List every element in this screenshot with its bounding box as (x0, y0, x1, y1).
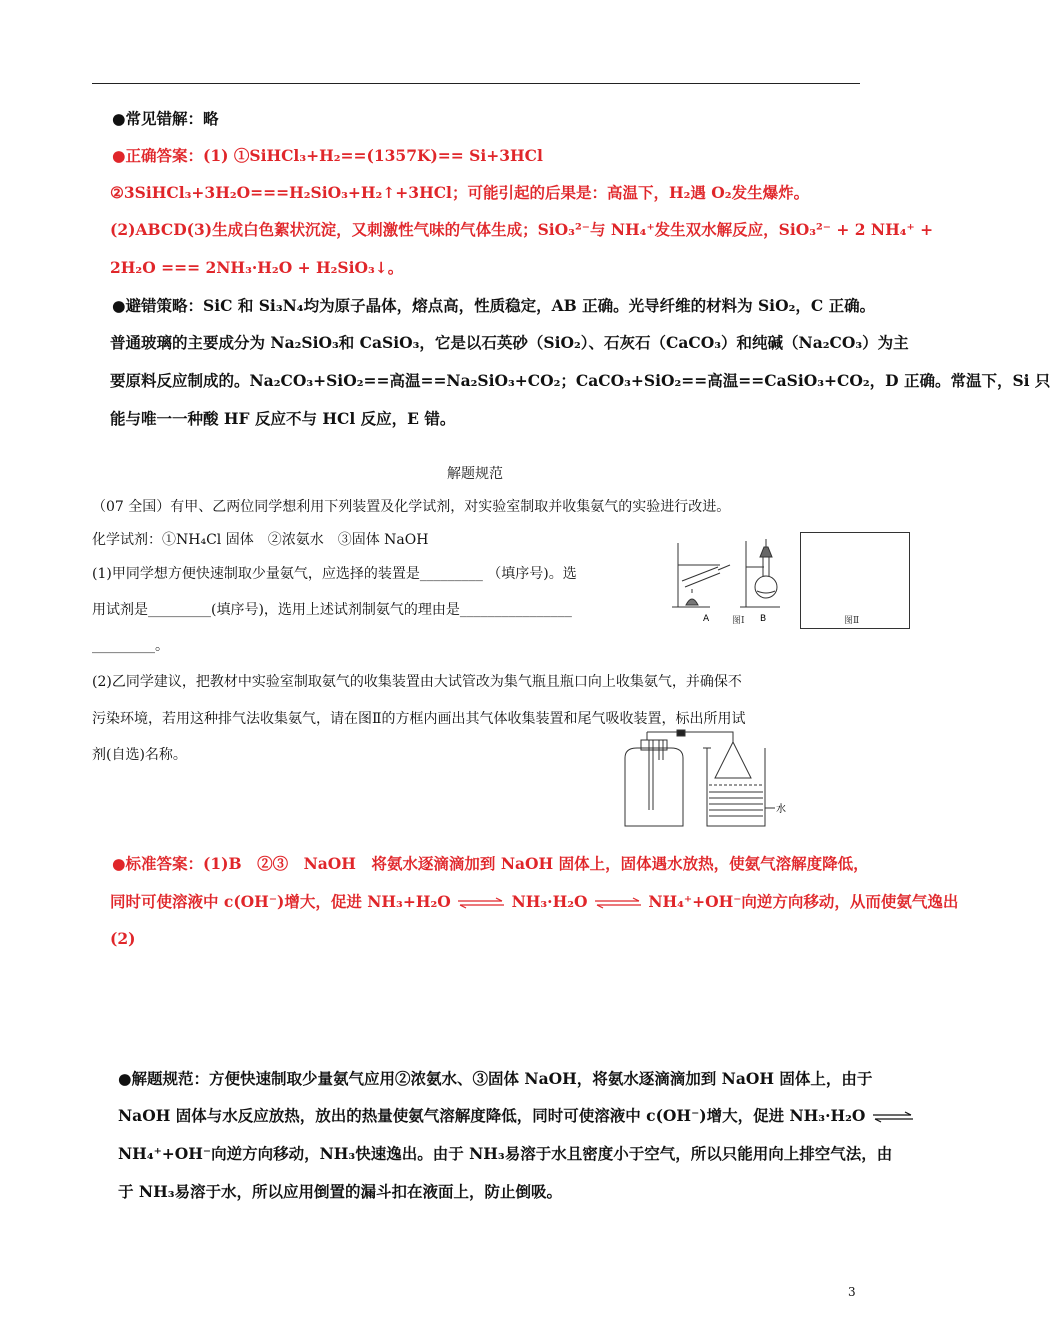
strategy-line-2: 普通玻璃的主要成分为 Na₂SiO₃和 CaSiO₃，它是以石英砂（SiO₂）、石灰石（CaCO₃）和纯碱（Na₂CO₃）为主 (110, 333, 909, 352)
reversible-arrow-icon (456, 898, 506, 908)
strategy-line-3: 要原料反应制成的。Na₂CO₃+SiO₂==高温==Na₂SiO₃+CO₂；CaCO₃+SiO₂==高温==CaSiO₃+CO₂，D 正确。常温下，Si 只 (110, 371, 1050, 390)
question-intro: （07 全国）有甲、乙两位同学想利用下列装置及化学试剂，对实验室制取并收集氨气的实验进行改进。 (92, 499, 731, 515)
fig1-label-b: B (760, 614, 767, 624)
norm-line-2-text: NaOH 固体与水反应放热，放出的热量使氨气溶解度降低，同时可使溶液中 c(OH⁻)增大，促进 NH₃·H₂O (118, 1106, 866, 1125)
solution-norm-line-2 (118, 1097, 915, 1134)
reagents-line: 化学试剂：①NH₄Cl 固体 ②浓氨水 ③固体 NaOH (92, 532, 429, 548)
standard-answer-line-3: (2) (110, 929, 136, 948)
fig1-label-a: A (703, 614, 710, 624)
answer-line-2: ②3SiHCl₃+3H₂O===H₂SiO₃+H₂↑+3HCl；可能引起的后果是：高温下，H₂遇 O₂发生爆炸。 (110, 183, 810, 202)
fig1-caption: 图Ⅰ (732, 616, 745, 626)
answer-line-4: 2H₂O === 2NH₃·H₂O + H₂SiO₃↓。 (110, 258, 404, 277)
fig2-caption: 图Ⅱ (844, 616, 860, 626)
std-line-2-part-b: NH₃·H₂O (511, 892, 588, 911)
gas-collection-diagram (615, 730, 790, 832)
solution-norm-line-1: ●解题规范：方便快速制取少量氨气应用②浓氨水、③固体 NaOH，将氨水逐滴滴加到 NaOH 固体上，由于 (118, 1069, 873, 1088)
q1-line-2: 用试剂是_________(填序号)，选用上述试剂制氨气的理由是________________ (92, 602, 572, 618)
section-title: 解题规范 (447, 466, 503, 482)
q2-line-2: 污染环境，若用这种排气法收集氨气，请在图Ⅱ的方框内画出其气体收集装置和尾气吸收装置，标出所用试 (92, 711, 746, 727)
std-line-2-part-a: 同时可使溶液中 c(OH⁻)增大，促进 NH₃+H₂O (110, 892, 451, 911)
solution-norm-line-4: 于 NH₃易溶于水，所以应用倒置的漏斗扣在液面上，防止倒吸。 (118, 1182, 562, 1201)
page-number: 3 (848, 1285, 856, 1299)
header-rule (92, 83, 860, 84)
q1-line-3: _________。 (92, 638, 169, 654)
answer-line-3: (2)ABCD(3)生成白色絮状沉淀，又刺激性气味的气体生成；SiO₃²⁻与 NH₄⁺发生双水解反应，SiO₃²⁻ + 2 NH₄⁺ + (110, 220, 934, 239)
apparatus-figure-1 (668, 535, 793, 630)
reversible-arrow-icon (871, 1112, 915, 1122)
water-label: 水 (776, 804, 786, 815)
strategy-line-1: ●避错策略：SiC 和 Si₃N₄均为原子晶体，熔点高，性质稳定，AB 正确。光导纤维的材料为 SiO₂，C 正确。 (112, 296, 876, 315)
standard-answer-line-2 (110, 883, 958, 920)
strategy-line-4: 能与唯一一种酸 HF 反应不与 HCl 反应，E 错。 (110, 409, 456, 428)
q2-line-1: (2)乙同学建议，把教材中实验室制取氨气的收集装置由大试管改为集气瓶且瓶口向上收集氨气，并确保不 (92, 674, 742, 690)
q2-line-3: 剂(自选)名称。 (92, 747, 187, 763)
solution-norm-line-3: NH₄⁺+OH⁻向逆方向移动，NH₃快速逸出。由于 NH₃易溶于水且密度小于空气，所以只能用向上排空气法，由 (118, 1144, 893, 1163)
reversible-arrow-icon (593, 898, 643, 908)
q1-line-1: (1)甲同学想方便快速制取少量氨气，应选择的装置是_________ （填序号)。选 (92, 566, 577, 582)
answer-line-1: ●正确答案：(1) ①SiHCl₃+H₂==(1357K)== Si+3HCl (112, 146, 543, 165)
std-line-2-part-c: NH₄⁺+OH⁻向逆方向移动，从而使氨气逸出 (648, 892, 959, 911)
standard-answer-line-1: ●标准答案：(1)B ②③ NaOH 将氨水逐滴滴加到 NaOH 固体上，固体遇水放热，使氨气溶解度降低， (112, 854, 869, 873)
common-error-line: ●常见错解：略 (112, 109, 219, 128)
